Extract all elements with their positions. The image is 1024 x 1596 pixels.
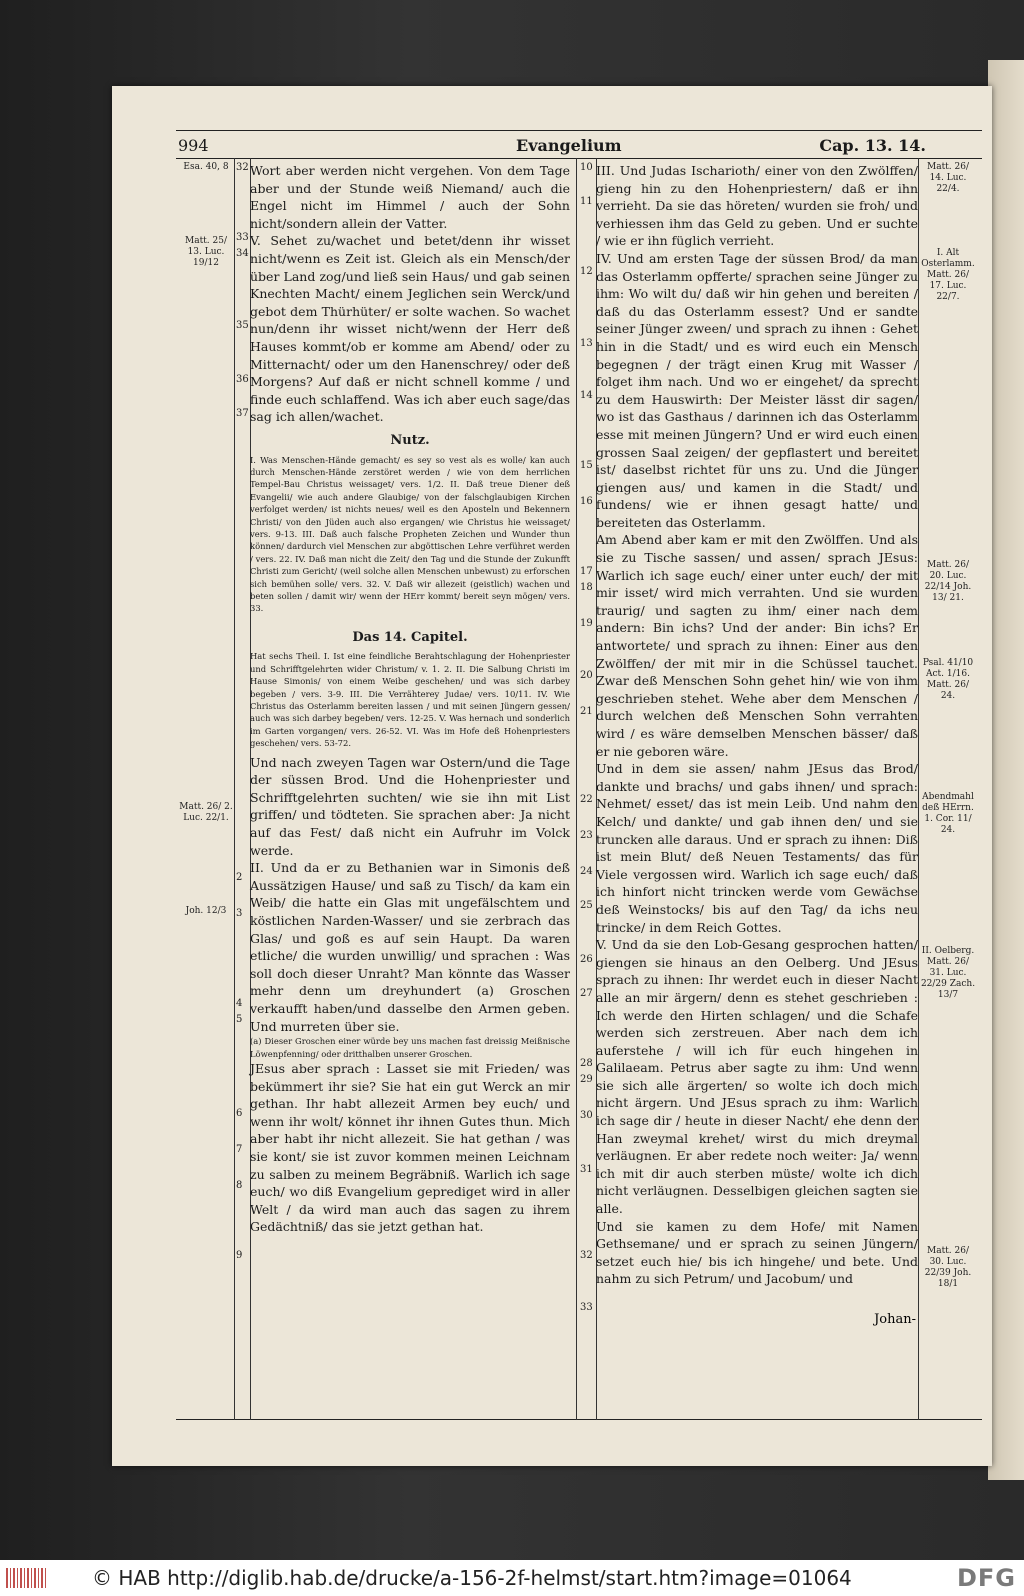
column-rule-3 [576, 158, 577, 1420]
nutz-heading: Nutz. [390, 432, 430, 448]
running-title: Evangelium [516, 136, 622, 155]
margin-ref: Joh. 12/3 [185, 906, 227, 916]
verse-number: 31 [580, 1164, 593, 1175]
margin-ref: Matt. 26/ 2. Luc. 22/1. [179, 802, 233, 823]
verse-number: 28 [580, 1058, 593, 1069]
verse-number: 21 [580, 706, 593, 717]
verse-number: 27 [580, 988, 593, 999]
verse-number: 7 [236, 1144, 243, 1155]
verse-number: 32 [236, 162, 249, 173]
book-page [112, 86, 992, 1466]
verse-number: 32 [580, 1250, 593, 1261]
paragraph: V. Sehet zu/wachet und betet/denn ihr wisset nicht/wenn es Zeit ist. Gleich als ein Mensch/der über Land zog/und ließ sein Haus/ und gab seinen Knechten Macht/ einem Jeglichen sein Werck/und gebot dem Thürhüter/ er solte wachen. So wachet nun/denn ihr wisset nicht/wenn der Herr deß Hauses kommt/ob er komme am Abend/ oder zu Mitternacht/ oder um den Hanenschrey/ oder deß Morgens? Auf daß er nicht schnell komme / und finde euch schlaffend. Was ich aber euch sage/das sag ich allen/wachet. [250, 233, 570, 425]
verse-number: 4 [236, 998, 243, 1009]
verse-number: 10 [580, 162, 593, 173]
paragraph: Und nach zweyen Tagen war Ostern/und die Tage der süssen Brod. Und die Hohenpriester und Schrifftgelehrten suchten/ wie sie ihn mit List griffen/ und tödteten. Sie sprachen aber: Ja nicht auf das Fest/ daß nicht ein Aufruhr im Volck werde. [250, 754, 570, 858]
chapter-summary: Hat sechs Theil. I. Ist eine feindliche Berahtschlagung der Hohenpriester und Schrifftgelehrten wider Christum/ v. 1. 2. II. Die Salbung Christi im Hause Simonis/ von einem Weibe geschehen/ und was sich darbey begeben / vers. 3-9. III. Die Verrähterey Judae/ vers. 10/11. IV. Wie Christus das Osterlamm bereiten lassen / und mit seinen Jüngern gessen/ auch was sich darbey begeben/ vers. 12-25. V. Was hernach und sonderlich im Garten vorgangen/ vers. 26-52. VI. Was im Hofe deß Hohenpriesters geschehen/ vers. 53-72. [250, 651, 570, 749]
verse-number: 18 [580, 582, 593, 593]
verse-number: 17 [580, 566, 593, 577]
verse-number: 35 [236, 320, 249, 331]
verse-number: 19 [580, 618, 593, 629]
verse-number: 15 [580, 460, 593, 471]
margin-ref: Matt. 26/ 30. Luc. 22/39 Joh. 18/1 [924, 1246, 972, 1289]
verse-number: 33 [580, 1302, 593, 1313]
verse-number: 25 [580, 900, 593, 911]
verse-number: 12 [580, 266, 593, 277]
chapter-label: Cap. 13. 14. [819, 136, 926, 155]
paragraph: JEsus aber sprach : Lasset sie mit Frieden/ was bekümmert ihr sie? Sie hat ein gut Werck an mir gethan. Ihr habt allezeit Armen bey euch/ und wenn ihr wolt/ könnet ihr ihnen Gutes thun. Mich aber habt ihr nicht allezeit. Sie hat gethan / was sie kont/ sie ist zuvor kommen meinen Leichnam zu salben zu meinem Begräbniß. Warlich ich sage euch/ wo diß Evangelium geprediget wird in aller Welt / da wird man auch das sagen zu ihrem Gedächtniß/ das sie jetzt gethan hat. [250, 1060, 570, 1235]
verse-number: 20 [580, 670, 593, 681]
paragraph: II. Und da er zu Bethanien war in Simonis deß Aussätzigen Hause/ und saß zu Tisch/ da kam ein Weib/ die hatte ein Glas mit ungefälschtem und köstlichen Narden-Wasser/ und sie zerbrach das Glas/ und goß es auf sein Haupt. Da waren etliche/ die wurden unwillig/ und sprachen : Was soll doch dieser Unraht? Man könnte das Wasser mehr denn um dreyhundert (a) Groschen verkaufft haben/und dasselbe den Armen geben. Und murreten über sie. [250, 860, 570, 1034]
verse-number: 29 [580, 1074, 593, 1085]
verse-number: 14 [580, 390, 593, 401]
verse-number: 2 [236, 872, 243, 883]
paragraph: Am Abend aber kam er mit den Zwölffen. Und als sie zu Tische sassen/ und assen/ sprach JEsus: Warlich ich sage euch/ einer unter euch/ der mit mir isset/ wird mich verrahten. Und sie wurden traurig/ und sagten zu ihm/ einer nach dem andern: Bin ichs? Und der ander: Bin ichs? Er antwortete/ und sprach zu ihnen: Einer aus den Zwölffen/ der mit mir in die Schüssel tauchet. Zwar deß Menschen Sohn gehet hin/ wie von ihm geschrieben stehet. Wehe aber dem Menschen / durch welchen deß Menschen Sohn verrahten wird / es wäre demselben Menschen bässer/ daß er nie geboren wäre. [596, 532, 918, 759]
paragraph: IV. Und am ersten Tage der süssen Brod/ da man das Osterlamm opfferte/ sprachen seine Jünger zu ihm: Wo wilt du/ daß wir hin gehen und bereiten / daß du das Osterlamm essest? Und er sandte seiner Jünger zween/ und sprach zu ihnen : Gehet hin in die Stadt/ und es wird euch ein Mensch begegnen / der trägt einen Krug mit Wasser / folget ihm nach. Und wo er eingehet/ da sprecht zu dem Hauswirth: Der Meister lässt dir sagen/ wo ist das Gasthaus / darinnen ich das Osterlamm esse mit meinen Jüngern? Und er wird euch einen grossen Saal zeigen/ der gepflastert und bereitet ist/ daselbst richtet für uns zu. Und die Jünger giengen aus/ und kamen in die Stadt/ und fundens/ wie er ihnen gesagt hatte/ und bereiteten das Osterlamm. [596, 250, 918, 530]
verse-number: 24 [580, 866, 593, 877]
margin-ref: Esa. 40, 8 [183, 162, 229, 172]
margin-ref: Abendmahl deß HErrn. 1. Cor. 11/ 24. [922, 792, 974, 835]
chapter-heading: Das 14. Capitel. [352, 629, 468, 645]
verse-number: 11 [580, 196, 593, 207]
paragraph: Wort aber werden nicht vergehen. Von dem Tage aber und der Stunde weiß Niemand/ auch die Engel nicht im Himmel / auch der Sohn nicht/sondern allein der Vatter. [250, 163, 570, 231]
dfg-logo: DFG [956, 1564, 1016, 1592]
running-header [176, 134, 982, 158]
verse-number: 37 [236, 408, 249, 419]
verse-number: 30 [580, 1110, 593, 1121]
catchword: Johan- [874, 1312, 916, 1327]
margin-ref: Matt. 26/ 14. Luc. 22/4. [926, 162, 970, 194]
verse-number: 34 [236, 248, 249, 259]
verse-number: 13 [580, 338, 593, 349]
verse-number: 16 [580, 496, 593, 507]
margin-ref: Psal. 41/10 Act. 1/16. Matt. 26/ 24. [922, 658, 974, 701]
barcode-icon [6, 1568, 46, 1588]
header-rule [176, 158, 982, 159]
margin-ref: II. Oelberg. Matt. 26/ 31. Luc. 22/29 Zach. 13/7 [920, 946, 976, 1000]
page-number: 994 [178, 136, 209, 155]
nutz-text: I. Was Menschen-Hände gemacht/ es sey so vest als es wolle/ kan auch durch Menschen-Hände zerstöret werden / wie von dem herrlichen Tempel-Bau Christus weissaget/ vers. 1/2. II. Daß treue Diener deß Evangelii/ wie auch andere Glaubige/ von der falschglaubigen Kirchen verfolget werden/ ist nichts neues/ weil es den Aposteln und Bekennern Christi/ von den Jüden auch also ergangen/ wie Christus hie weissaget/ vers. 9-13. III. Daß auch falsche Propheten Zeichen und Wunder thun können/ dardurch viel Menschen zur abgöttischen Lehre verführet werden / vers. 22. IV. Daß man nicht die Zeit/ den Tag und die Stunde der Zukunfft Christi zum Gericht/ (weil solche allen Menschen unbewust) zu erforschen sich bemühen solle/ vers. 32. V. Daß wir allezeit (geistlich) wachen und beten sollen / damit wir/ wenn der HErr kommt/ bereit seyn mögen/ vers. 33. [250, 454, 570, 614]
footer-bar [0, 1560, 1024, 1596]
verse-number: 3 [236, 908, 243, 919]
paragraph: Und in dem sie assen/ nahm JEsus das Brod/ dankte und brachs/ und gabs ihnen/ und sprach: Nehmet/ esset/ das ist mein Leib. Und nahm den Kelch/ und dankte/ und gab ihnen den/ und sie truncken alle daraus. Und er sprach zu ihnen: Diß ist mein Blut/ deß Neuen Testaments/ das für Viele vergossen wird. Warlich ich sage euch/ daß ich hinfort nicht trincken werde vom Gewächse deß Weinstocks/ bis auf den Tag/ da ichs neu trincke/ in dem Reich Gottes. [596, 761, 918, 935]
verse-number: 26 [580, 954, 593, 965]
verse-number: 23 [580, 830, 593, 841]
paragraph: V. Und da sie den Lob-Gesang gesprochen hatten/ giengen sie hinaus an den Oelberg. Und JEsus sprach zu ihnen: Ihr werdet euch in dieser Nacht alle an mir ärgern/ denn es stehet geschrieben : Ich werde den Hirten schlagen/ und die Schafe werden sich zerstreuen. Aber nach dem ich auferstehe / will ich für euch hingehen in Galilaeam. Petrus aber sagte zu ihm: Und wenn sie sich alle ärgerten/ so wolte ich doch mich nicht ärgern. Und JEsus sprach zu ihm: Warlich ich sage dir / heute in dieser Nacht/ ehe denn der Han zweymal krehet/ wirst du mich dreymal verläugnen. Er aber redete noch weiter: Ja/ wenn ich mit dir auch sterben müste/ wolte ich dich nicht verläugnen. Desselbigen gleichen sagten sie alle. [596, 937, 918, 1217]
verse-number: 9 [236, 1250, 243, 1261]
verse-number: 33 [236, 232, 249, 243]
paragraph: III. Und Judas Ischarioth/ einer von den Zwölffen/ gieng hin zu den Hohenpriestern/ daß er ihn verrieht. Da sie das höreten/ wurden sie froh/ und verhiessen ihm das Geld zu geben. Und er suchte / wie er ihn füglich verrieht. [596, 163, 918, 249]
footnote: (a) Dieser Groschen einer würde bey uns machen fast dreissig Meißnische Löwenpfenning/ oder dritthalben unserer Groschen. [250, 1036, 570, 1059]
verse-number: 22 [580, 794, 593, 805]
column-rule-5 [918, 158, 919, 1420]
copyright-url[interactable]: © HAB http://diglib.hab.de/drucke/a-156-2f-helmst/start.htm?image=01064 [92, 1566, 852, 1590]
verse-number: 36 [236, 374, 249, 385]
column-rule-1 [234, 158, 235, 1420]
next-page-edge [988, 60, 1024, 1480]
margin-ref: Matt. 25/ 13. Luc. 19/12 [184, 236, 228, 268]
verse-number: 6 [236, 1108, 243, 1119]
verse-number: 8 [236, 1180, 243, 1191]
verse-number: 5 [236, 1014, 243, 1025]
margin-ref: Matt. 26/ 20. Luc. 22/14 Joh. 13/ 21. [924, 560, 972, 603]
left-column [250, 162, 570, 1236]
paragraph: Und sie kamen zu dem Hofe/ mit Namen Gethsemane/ und er sprach zu seinen Jüngern/ setzet euch hie/ bis ich hingehe/ und bete. Und nahm zu sich Petrum/ und Jacobum/ und [596, 1218, 918, 1287]
margin-ref: I. Alt Osterlamm. Matt. 26/ 17. Luc. 22/7. [921, 248, 975, 302]
right-column [596, 162, 918, 1288]
